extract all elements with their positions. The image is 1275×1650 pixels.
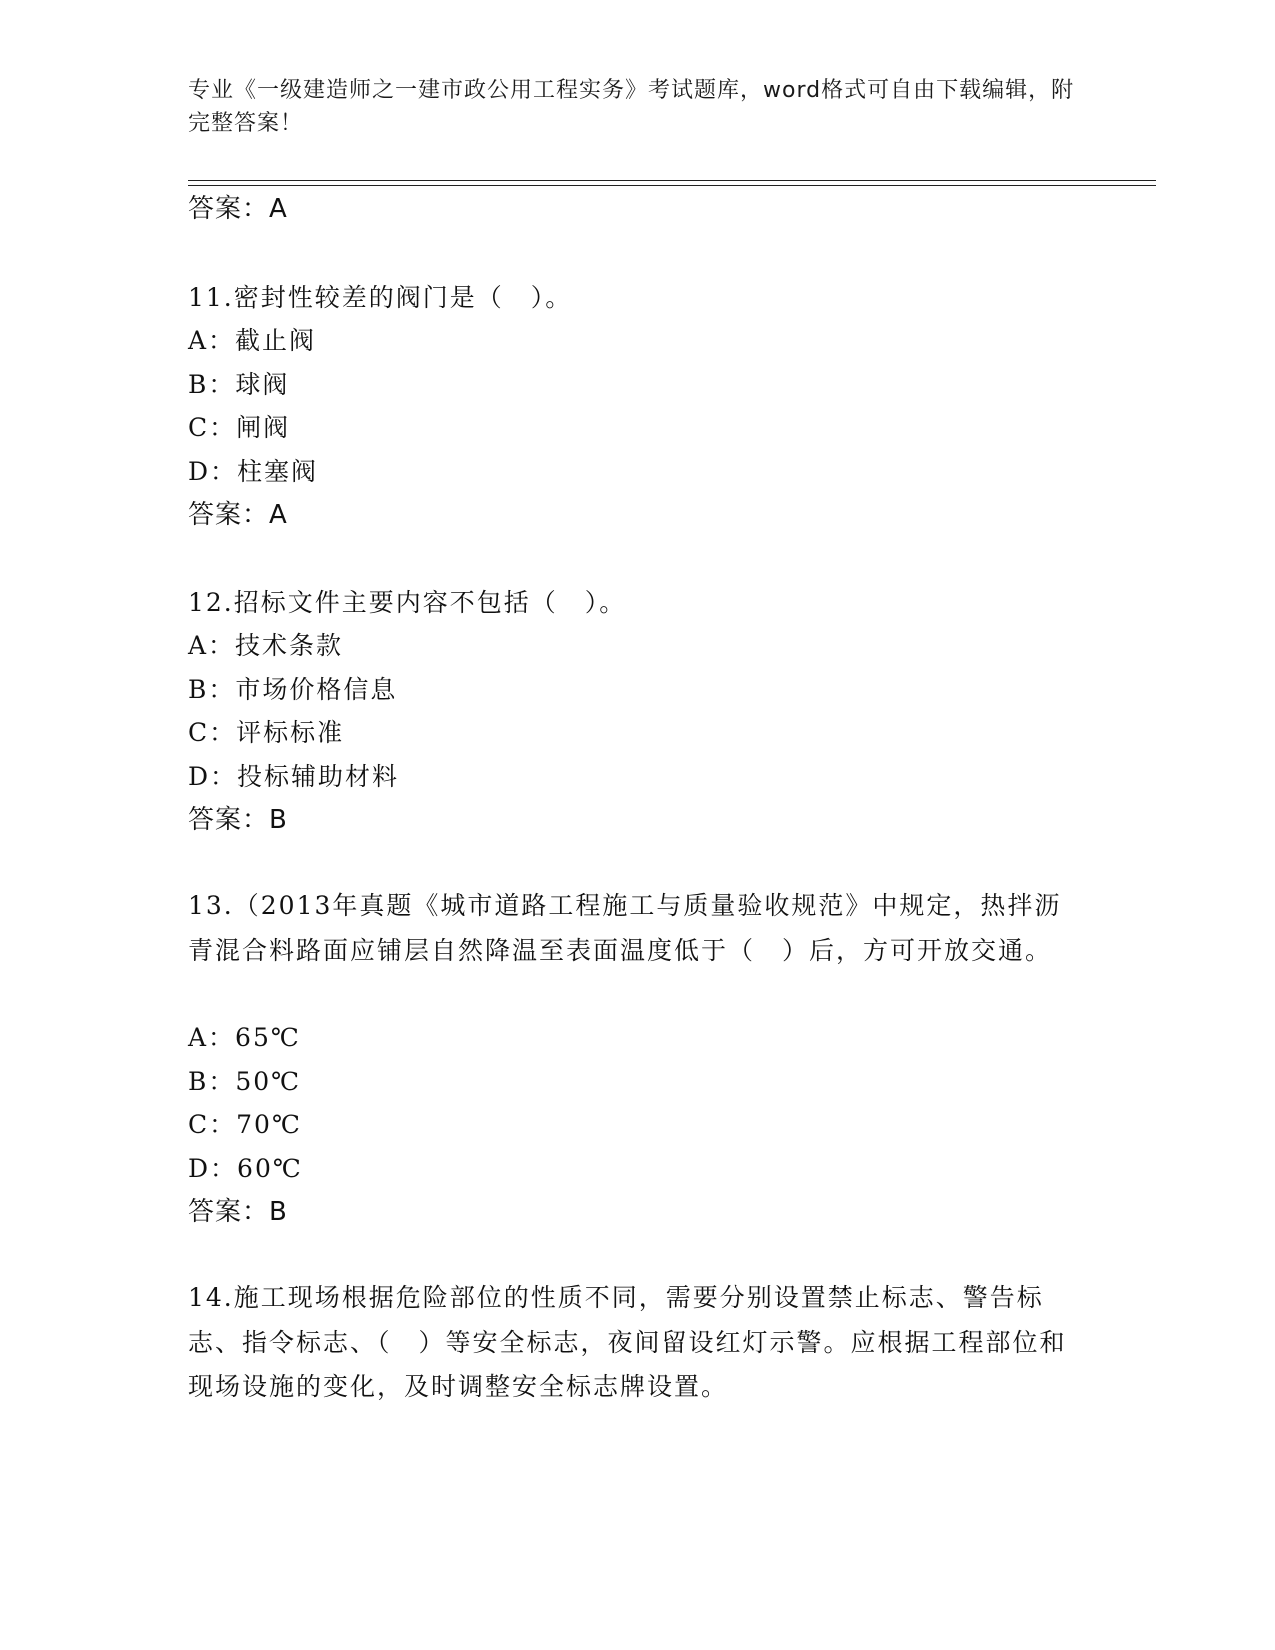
document-header: 专业《一级建造师之一建市政公用工程实务》考试题库，word格式可自由下载编辑，附完整答案！ <box>188 78 1075 136</box>
previous-answer: 答案：A <box>188 194 288 224</box>
question-13-option-d: D：60℃ <box>188 1154 303 1183</box>
question-11-option-c: C：闸阀 <box>188 413 291 442</box>
question-14-stem: 14.施工现场根据危险部位的性质不同，需要分别设置禁止标志、警告标志、指令标志、（ ）等安全标志，夜间留设红灯示警。应根据工程部位和现场设施的变化，及时调整安全标志牌设置。 <box>188 1283 1067 1401</box>
question-11-option-a: A：截止阀 <box>188 326 317 355</box>
question-11-answer: 答案：A <box>188 500 288 530</box>
question-13-stem: 13.（2013年真题《城市道路工程施工与质量验收规范》中规定，热拌沥青混合料路面应铺层自然降温至表面温度低于（ ）后，方可开放交通。 <box>188 891 1062 965</box>
question-12-option-c: C：评标标准 <box>188 718 345 747</box>
question-11-option-d: D：柱塞阀 <box>188 457 319 486</box>
question-11-stem: 11.密封性较差的阀门是（ ）。 <box>188 283 573 312</box>
header-rule-top <box>188 180 1156 181</box>
question-12-option-d: D：投标辅助材料 <box>188 762 400 791</box>
question-12-option-b: B：市场价格信息 <box>188 675 398 704</box>
question-11-option-b: B：球阀 <box>188 370 290 399</box>
question-13-option-a: A：65℃ <box>188 1023 301 1052</box>
header-rule-bottom <box>188 185 1156 186</box>
question-12-stem: 12.招标文件主要内容不包括（ ）。 <box>188 588 627 617</box>
question-13-option-b: B：50℃ <box>188 1067 302 1096</box>
question-12-option-a: A：技术条款 <box>188 631 344 660</box>
question-12-answer: 答案：B <box>188 805 288 835</box>
question-13-answer: 答案：B <box>188 1197 288 1227</box>
question-13-option-c: C：70℃ <box>188 1110 302 1139</box>
